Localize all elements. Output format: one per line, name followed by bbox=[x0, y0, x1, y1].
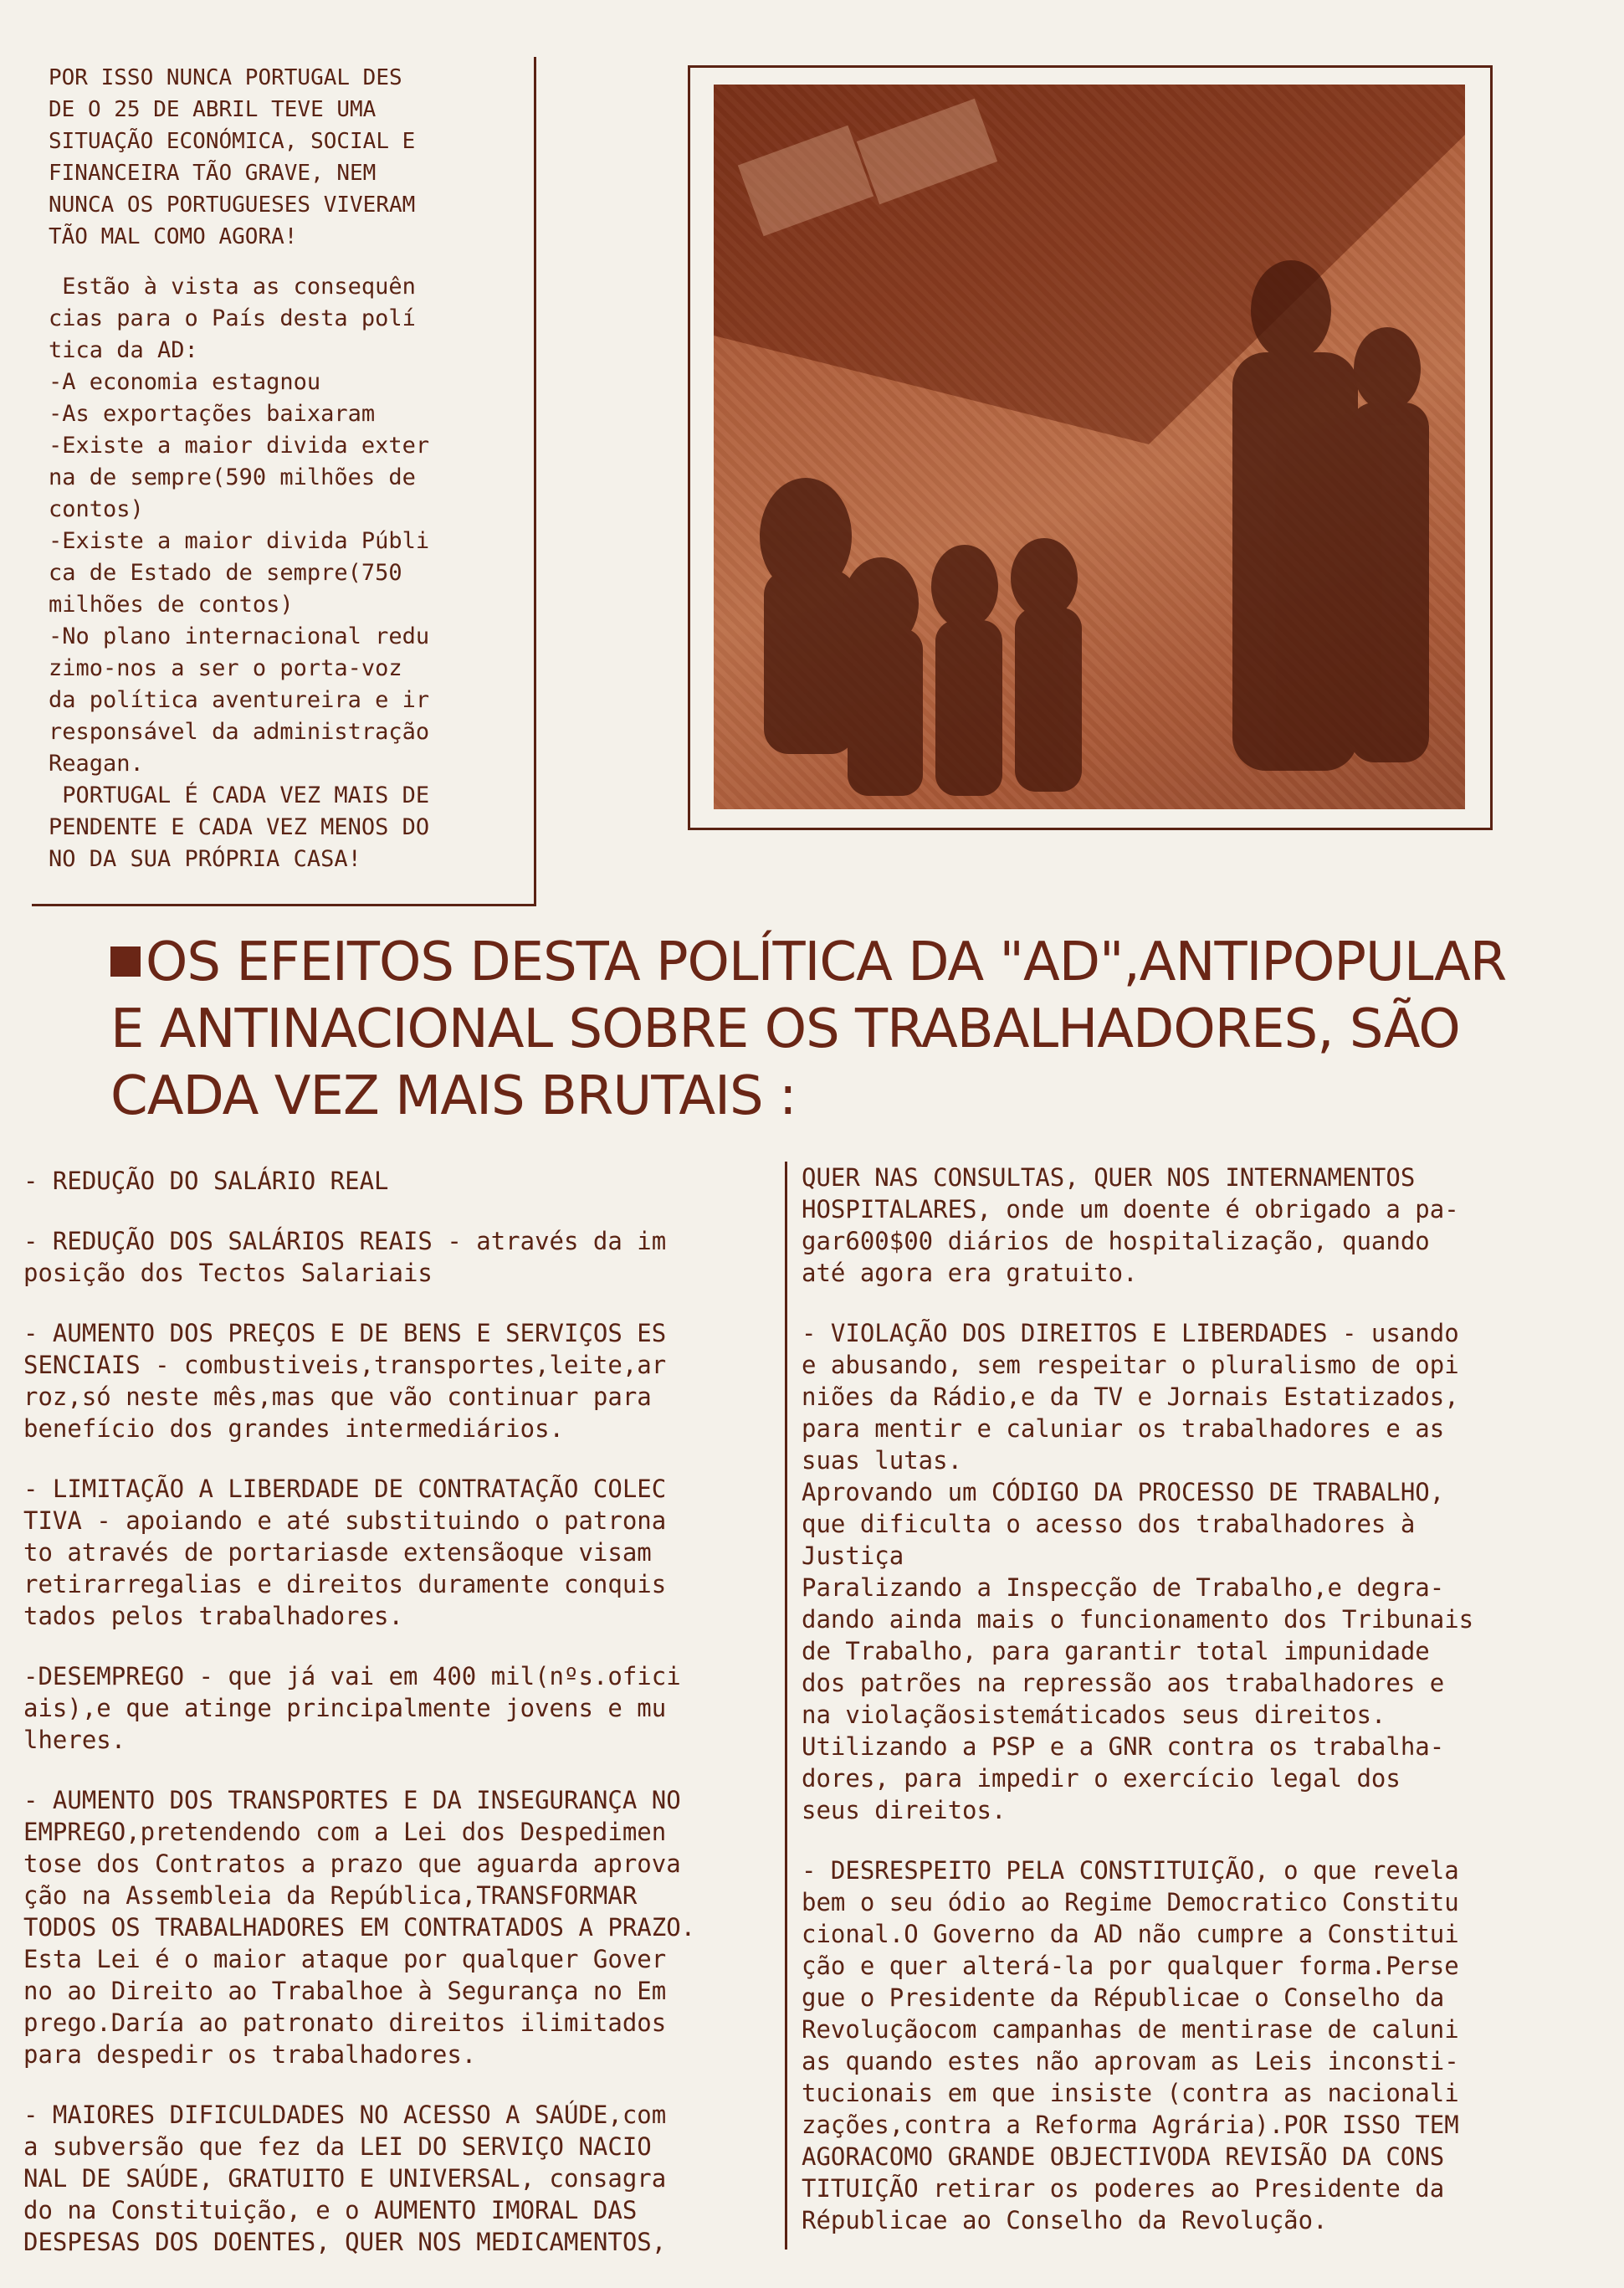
box-caps-line: SITUAÇÃO ECONÓMICA, SOCIAL E bbox=[49, 129, 416, 154]
item-line: - DESRESPEITO PELA CONSTITUIÇÃO, o que revela bbox=[802, 1856, 1459, 1885]
box-body-line: responsável da administração bbox=[49, 719, 430, 745]
box-body-line: cias para o País desta polí bbox=[49, 305, 416, 331]
item-line: TITUIÇÃO retirar os poderes ao Presidente da bbox=[802, 2174, 1445, 2203]
item-line: TODOS OS TRABALHADORES EM CONTRATADOS A PRAZO. bbox=[23, 1913, 696, 1942]
item-line: niões da Rádio,e da TV e Jornais Estatizados, bbox=[802, 1383, 1459, 1411]
item-line: - REDUÇÃO DOS SALÁRIOS REAIS - através da im bbox=[23, 1227, 667, 1255]
item-line: Revoluçãocom campanhas de mentirase de caluni bbox=[802, 2015, 1459, 2044]
item-line: as quando estes não aprovam as Leis inconsti- bbox=[802, 2047, 1459, 2075]
item-line: tucionais em que insiste (contra as nacionali bbox=[802, 2079, 1459, 2107]
box-body-line: da política aventureira e ir bbox=[49, 687, 430, 713]
item-line: que dificulta o acesso dos trabalhadores à bbox=[802, 1510, 1416, 1538]
box-body-line: NO DA SUA PRÓPRIA CASA! bbox=[49, 846, 361, 872]
box-body-line: -Existe a maior divida exter bbox=[49, 433, 430, 459]
consequences-box bbox=[32, 57, 536, 906]
item-line: ção e quer alterá-la por qualquer forma.Perse bbox=[802, 1952, 1459, 1980]
item-line: HOSPITALARES, onde um doente é obrigado a pa- bbox=[802, 1195, 1459, 1224]
column-divider bbox=[785, 1162, 787, 2250]
item-line: roz,só neste mês,mas que vão continuar para bbox=[23, 1383, 652, 1411]
box-caps-line: DE O 25 DE ABRIL TEVE UMA bbox=[49, 97, 377, 122]
box-body-line: Estão à vista as consequên bbox=[49, 274, 416, 300]
item-line: Justiça bbox=[802, 1542, 904, 1570]
item-line: Esta Lei é o maior ataque por qualquer Gover bbox=[23, 1945, 667, 1973]
headline bbox=[110, 929, 1583, 1130]
box-body-line: zimo-nos a ser o porta-voz bbox=[49, 655, 402, 681]
item-line: - MAIORES DIFICULDADES NO ACESSO A SAÚDE,com bbox=[23, 2101, 667, 2129]
item-line: SENCIAIS - combustiveis,transportes,leite,ar bbox=[23, 1351, 667, 1379]
box-body-line: tica da AD: bbox=[49, 337, 198, 363]
list-item bbox=[23, 1225, 785, 1289]
box-caps-line: TÃO MAL COMO AGORA! bbox=[49, 224, 298, 249]
item-line: - AUMENTO DOS TRANSPORTES E DA INSEGURANÇA NO bbox=[23, 1786, 681, 1814]
item-line: até agora era gratuito. bbox=[802, 1259, 1138, 1287]
item-line: Républicae ao Conselho da Revolução. bbox=[802, 2206, 1328, 2234]
item-line: dando ainda mais o funcionamento dos Tribunais bbox=[802, 1605, 1474, 1634]
item-line: lheres. bbox=[23, 1726, 126, 1754]
list-item bbox=[802, 1855, 1596, 2236]
item-line: NAL DE SAÚDE, GRATUITO E UNIVERSAL, consagra bbox=[23, 2164, 667, 2193]
box-body-line: Reagan. bbox=[49, 751, 144, 777]
box-body-line: contos) bbox=[49, 496, 144, 522]
photo-frame bbox=[688, 65, 1493, 830]
headline-text: CADA VEZ MAIS BRUTAIS : bbox=[110, 1065, 797, 1127]
left-column bbox=[23, 1165, 785, 2286]
list-item bbox=[23, 1473, 785, 1632]
item-line: seus direitos. bbox=[802, 1796, 1007, 1824]
list-item bbox=[802, 1317, 1596, 1826]
item-line: posição dos Tectos Salariais bbox=[23, 1259, 433, 1287]
item-line: - AUMENTO DOS PREÇOS E DE BENS E SERVIÇOS ES bbox=[23, 1319, 667, 1347]
item-line: bem o seu ódio ao Regime Democratico Constitu bbox=[802, 1888, 1459, 1916]
item-line: para despedir os trabalhadores. bbox=[23, 2040, 477, 2069]
item-line: zações,contra a Reforma Agrária).POR ISSO TEM bbox=[802, 2111, 1459, 2139]
item-line: a subversão que fez da LEI DO SERVIÇO NACIO bbox=[23, 2132, 652, 2161]
item-line: e abusando, sem respeitar o pluralismo de opi bbox=[802, 1351, 1459, 1379]
item-line: TIVA - apoiando e até substituindo o patrona bbox=[23, 1506, 667, 1535]
item-line: tados pelos trabalhadores. bbox=[23, 1602, 403, 1630]
box-caps-line: NUNCA OS PORTUGUESES VIVERAM bbox=[49, 192, 416, 218]
item-line: gar600$00 diários de hospitalização, quando bbox=[802, 1227, 1430, 1255]
box-body-line: -As exportações baixaram bbox=[49, 401, 376, 427]
item-line: - VIOLAÇÃO DOS DIREITOS E LIBERDADES - usando bbox=[802, 1319, 1459, 1347]
box-body-line: -Existe a maior divida Públi bbox=[49, 528, 430, 554]
list-item bbox=[23, 1784, 785, 2070]
list-item bbox=[802, 1162, 1596, 1289]
square-bullet-icon bbox=[110, 946, 141, 977]
box-body-line: -A economia estagnou bbox=[49, 369, 321, 395]
item-line: -DESEMPREGO - que já vai em 400 mil(nºs.ofici bbox=[23, 1662, 681, 1690]
item-line: EMPREGO,pretendendo com a Lei dos Despedimen bbox=[23, 1818, 667, 1846]
item-line: na violaçãosistemáticados seus direitos. bbox=[802, 1701, 1386, 1729]
item-line: Aprovando um CÓDIGO DA PROCESSO DE TRABALHO, bbox=[802, 1478, 1445, 1506]
box-body-line: milhões de contos) bbox=[49, 592, 294, 618]
box-body-line: PENDENTE E CADA VEZ MENOS DO bbox=[49, 814, 430, 840]
item-line: ção na Assembleia da República,TRANSFORMAR bbox=[23, 1881, 638, 1910]
item-line: Paralizando a Inspecção de Trabalho,e degra- bbox=[802, 1573, 1445, 1602]
item-line: dos patrões na repressão aos trabalhadores e bbox=[802, 1669, 1445, 1697]
box-body-line: na de sempre(590 milhões de bbox=[49, 464, 416, 490]
box-body-line: -No plano internacional redu bbox=[49, 623, 430, 649]
list-item bbox=[23, 1660, 785, 1756]
list-item bbox=[23, 2099, 785, 2258]
headline-text: OS EFEITOS DESTA POLÍTICA DA "AD",ANTIPOPULAR bbox=[146, 931, 1507, 993]
box-caps-line: FINANCEIRA TÃO GRAVE, NEM bbox=[49, 161, 377, 186]
item-line: - LIMITAÇÃO A LIBERDADE DE CONTRATAÇÃO COLEC bbox=[23, 1475, 667, 1503]
list-item bbox=[23, 1317, 785, 1444]
item-line: ais),e que atinge principalmente jovens e mu bbox=[23, 1694, 667, 1722]
item-line: to através de portariasde extensãoque visam bbox=[23, 1538, 652, 1567]
item-line: DESPESAS DOS DOENTES, QUER NOS MEDICAMENTOS, bbox=[23, 2228, 667, 2256]
item-line: cional.O Governo da AD não cumpre a Constitui bbox=[802, 1920, 1459, 1948]
item-line: benefício dos grandes intermediários. bbox=[23, 1414, 565, 1443]
box-caps-text bbox=[49, 62, 530, 253]
item-line: gue o Presidente da Républicae o Conselho da bbox=[802, 1983, 1445, 2012]
item-line: tose dos Contratos a prazo que aguarda aprova bbox=[23, 1849, 681, 1878]
item-line: - REDUÇÃO DO SALÁRIO REAL bbox=[23, 1167, 389, 1195]
item-line: do na Constituição, e o AUMENTO IMORAL DAS bbox=[23, 2196, 638, 2224]
item-line: prego.Daría ao patronato direitos ilimitados bbox=[23, 2008, 667, 2037]
police-photo bbox=[714, 85, 1465, 809]
item-line: dores, para impedir o exercício legal dos bbox=[802, 1764, 1401, 1793]
box-body-text bbox=[49, 271, 530, 875]
item-line: no ao Direito ao Trabalhoe à Segurança no Em bbox=[23, 1977, 667, 2005]
item-line: suas lutas. bbox=[802, 1446, 963, 1475]
box-caps-line: POR ISSO NUNCA PORTUGAL DES bbox=[49, 65, 402, 90]
headline-line bbox=[110, 1063, 1583, 1130]
box-body-line: ca de Estado de sempre(750 bbox=[49, 560, 402, 586]
headline-text: E ANTINACIONAL SOBRE OS TRABALHADORES, SÃO bbox=[110, 998, 1460, 1060]
item-line: AGORACOMO GRANDE OBJECTIVODA REVISÃO DA CONS bbox=[802, 2142, 1445, 2171]
box-body-line: PORTUGAL É CADA VEZ MAIS DE bbox=[49, 782, 430, 808]
item-line: de Trabalho, para garantir total impunidade bbox=[802, 1637, 1430, 1665]
item-line: QUER NAS CONSULTAS, QUER NOS INTERNAMENTOS bbox=[802, 1163, 1416, 1192]
headline-line bbox=[110, 996, 1583, 1063]
photo-image bbox=[714, 85, 1465, 809]
item-line: para mentir e caluniar os trabalhadores e as bbox=[802, 1414, 1445, 1443]
list-item bbox=[23, 1165, 785, 1197]
item-line: retirarregalias e direitos duramente conquis bbox=[23, 1570, 667, 1598]
right-column bbox=[802, 1162, 1596, 2265]
headline-line bbox=[110, 929, 1583, 996]
item-line: Utilizando a PSP e a GNR contra os trabalha- bbox=[802, 1732, 1445, 1761]
